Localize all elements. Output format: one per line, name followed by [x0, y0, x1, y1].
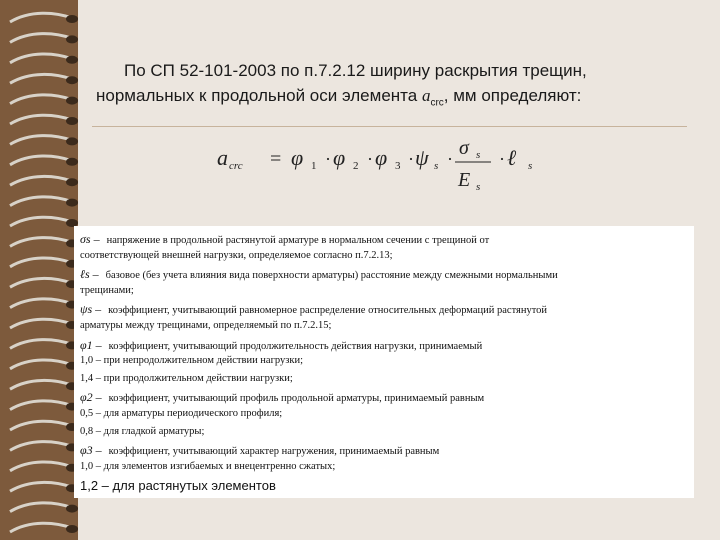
- definition-line: [80, 373, 293, 384]
- formula-dot-4: ·: [447, 149, 453, 169]
- definition-line: [80, 390, 484, 405]
- binding-ring: [10, 238, 78, 248]
- binding-ring: [10, 482, 78, 492]
- formula-phi2-index: 2: [353, 160, 359, 172]
- definition-symbol: φ1 –: [80, 337, 105, 352]
- binding-ring: [10, 299, 78, 309]
- definition-text: соответствующей внешней нагрузки, определяемое согласно п.7.2.13;: [80, 249, 393, 261]
- formula-equals: =: [270, 148, 282, 170]
- definition-line: [80, 408, 282, 419]
- definition-line: [80, 426, 204, 437]
- binding-ring: [10, 197, 78, 207]
- definition-text: 1,4 – при продолжительном действии нагрузки;: [80, 372, 293, 384]
- formula-phi1-index: 1: [311, 160, 317, 172]
- definition-text: коэффициент, учитывающий равномерное распределение относительных деформаций растянутой: [108, 305, 548, 317]
- binding-ring: [10, 13, 78, 23]
- formula-psi-sub: s: [434, 160, 439, 172]
- definition-text: коэффициент, учитывающий продолжительность действия нагрузки, принимаемый: [108, 340, 483, 352]
- binding-ring: [10, 523, 78, 533]
- formula-sigma-sub: s: [476, 149, 481, 161]
- definition-text: 1,0 – при непродолжительном действии нагрузки;: [80, 355, 304, 367]
- definition-text: 1,2 – для растянутых элементов: [80, 478, 276, 494]
- definition-line: [80, 461, 335, 472]
- definition-text: базовое (без учета влияния вида поверхности арматуры) расстояние между смежными нормальными: [105, 270, 558, 282]
- binding-ring: [10, 258, 78, 268]
- definition-line: [80, 232, 489, 247]
- definition-text: коэффициент, учитывающий характер нагружения, принимаемый равным: [108, 446, 440, 458]
- definition-line: [80, 338, 482, 353]
- binding-ring: [10, 503, 78, 513]
- binding-ring: [10, 319, 78, 329]
- formula-ell-sub: s: [528, 160, 533, 172]
- binding-ring: [10, 136, 78, 146]
- definition-line: [80, 302, 547, 317]
- binding-ring: [10, 401, 78, 411]
- definition-line: [80, 250, 393, 261]
- definition-text: напряжение в продольной растянутой арматуре в нормальном сечении с трещиной от: [106, 235, 490, 246]
- formula-phi3-index: 3: [395, 160, 401, 172]
- definition-line: [80, 285, 134, 296]
- intro-line-1: По СП 52-101-2003 по п.7.2.12 ширину раскрытия трещин,: [124, 61, 587, 80]
- formula-E: E: [458, 169, 471, 191]
- formula-phi1: φ: [291, 145, 304, 170]
- formula-E-sub: s: [476, 181, 481, 193]
- formula-psi: ψ: [415, 145, 429, 170]
- binding-ring: [10, 95, 78, 105]
- binding-ring: [10, 54, 78, 64]
- intro-text: [96, 58, 696, 115]
- intro-line-2: нормальных к продольной оси элемента $a_{crc}$, мм определяют:: [96, 86, 582, 109]
- formula-phi2: φ: [333, 145, 346, 170]
- binding-ring: [10, 74, 78, 84]
- formula-ell: ℓ: [507, 145, 517, 170]
- binding-ring: [10, 421, 78, 431]
- formula-dot-3: ·: [408, 149, 414, 169]
- formula-dot-1: ·: [325, 149, 331, 169]
- definition-symbol: φ3 –: [80, 443, 105, 458]
- binding-ring: [10, 462, 78, 472]
- definition-symbol: ℓs –: [80, 267, 102, 282]
- definitions-box: [74, 226, 694, 498]
- crack-width-formula: [215, 128, 575, 198]
- formula-phi3: φ: [375, 145, 388, 170]
- definition-line: [80, 320, 331, 331]
- definition-line: [80, 267, 558, 282]
- formula-sigma: σ: [459, 137, 469, 159]
- binding-ring: [10, 360, 78, 370]
- binding-ring: [10, 176, 78, 186]
- binding-ring: [10, 278, 78, 288]
- definition-text: коэффициент, учитывающий профиль продольной арматуры, принимаемый равным: [108, 393, 485, 405]
- formula-dot-2: ·: [367, 149, 373, 169]
- binding-ring: [10, 115, 78, 125]
- formula-dot-5: ·: [499, 149, 505, 169]
- binding-ring: [10, 156, 78, 166]
- definition-symbol: σs –: [80, 232, 103, 246]
- definition-symbol: ψs –: [80, 302, 105, 317]
- definition-text: 1,0 – для элементов изгибаемых и внецентренно сжатых;: [80, 460, 336, 472]
- definition-line: [80, 355, 303, 366]
- definition-text: 0,5 – для арматуры периодического профиля;: [80, 408, 283, 419]
- binding-ring: [10, 380, 78, 390]
- divider-line: [92, 126, 687, 127]
- definition-text: 0,8 – для гладкой арматуры;: [80, 425, 205, 437]
- binding-ring: [10, 442, 78, 452]
- binding-ring: [10, 217, 78, 227]
- definition-line: [80, 478, 276, 493]
- definition-line: [80, 443, 439, 458]
- binding-ring: [10, 34, 78, 44]
- binding-ring: [10, 340, 78, 350]
- definition-text: арматуры между трещинами, определяемый по п.7.2.15;: [80, 320, 332, 331]
- formula-lhs-sub: crc: [229, 160, 243, 172]
- definition-text: трещинами;: [80, 284, 134, 296]
- definition-symbol: φ2 –: [80, 390, 105, 405]
- formula-lhs: a: [217, 145, 228, 170]
